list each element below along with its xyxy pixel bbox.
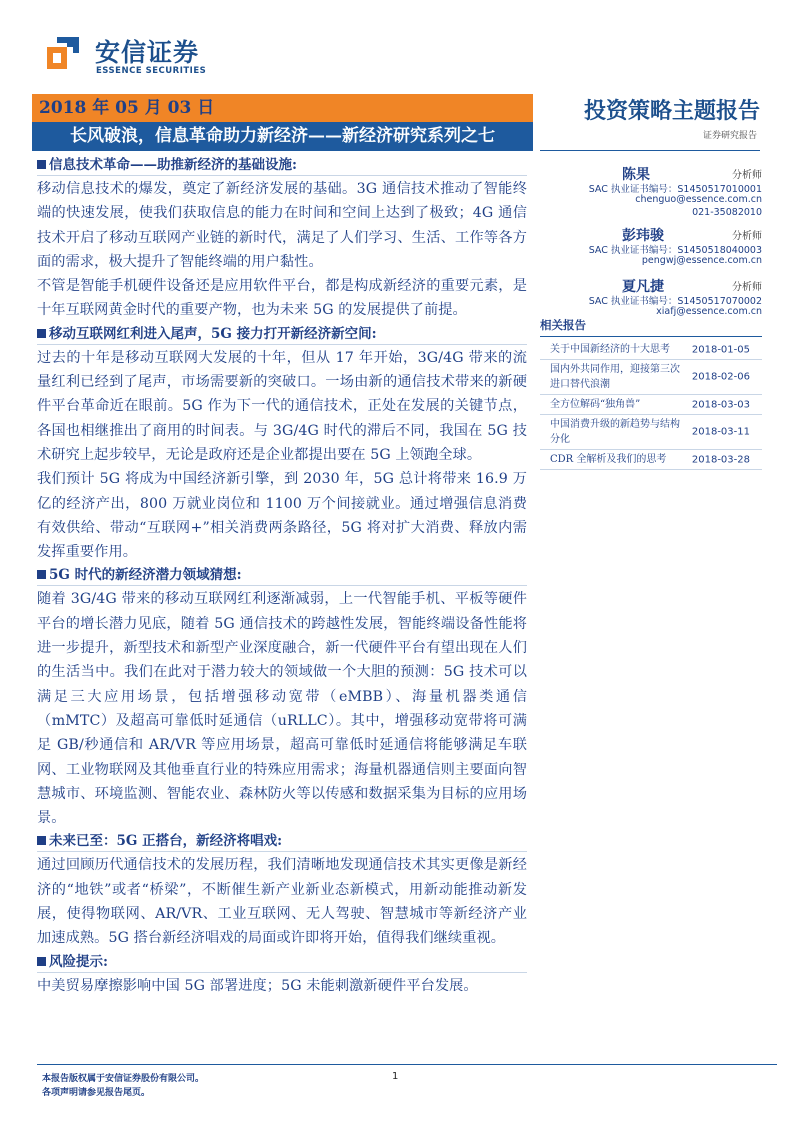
- section-heading: 移动互联网红利进入尾声，5G 接力打开新经济新空间:: [37, 323, 527, 345]
- list-item[interactable]: [540, 450, 762, 470]
- analyst-role: 分析师: [732, 282, 762, 293]
- main-content: [37, 154, 527, 998]
- analyst-name: 陈果: [622, 167, 650, 183]
- logo-chinese-name: 安信证券: [95, 38, 200, 67]
- list-item[interactable]: [540, 340, 762, 360]
- section-heading: 未来已至：5G 正搭台，新经济将唱戏:: [37, 830, 527, 852]
- related-report-title: 国内外共同作用，迎接第三次进口替代浪潮: [550, 364, 680, 390]
- bullet-square-icon: [37, 570, 46, 579]
- bullet-square-icon: [37, 836, 46, 845]
- paragraph: 通过回顾历代通信技术的发展历程，我们清晰地发现通信技术其实更像是新经济的“地铁”或者“桥梁”，不断催生新产业新业态新模式，用新动能推动新发展，使得物联网、AR/VR、工业互联网、无人驾驶、智慧城市等新经济产业加速成熟。5G 搭台新经济唱戏的局面或许即将开始，值得我们继续重视。: [37, 857, 527, 947]
- analyst-card: [540, 225, 762, 276]
- related-report-date: 2018-03-28: [691, 454, 750, 465]
- paragraph: 过去的十年是移动互联网大发展的十年，但从 17 年开始，3G/4G 带来的流量红利已经到了尾声，市场需要新的突破口。一场由新的通信技术带来的新硬件平台革命近在眼前。5G 作为下一代的通信技术，正处在发展的关键节点，各国也相继推出了商用的时间表。与 3G/4G 时代的滞后不同，我国在 5G 技术研究上起步较早，无论是政府还是企业都提出要在 5G 上领跑全球。: [37, 349, 527, 463]
- related-report-title: CDR 全解析及我们的思考: [550, 454, 667, 465]
- analyst-cert: SAC 执业证书编号：S1450517010001: [588, 184, 762, 195]
- analyst-role: 分析师: [732, 170, 762, 181]
- related-report-title: 全方位解码“独角兽”: [550, 399, 641, 410]
- related-report-title: 中国消费升级的新趋势与结构分化: [550, 419, 680, 445]
- analyst-email[interactable]: xiafj@essence.com.cn: [656, 306, 762, 317]
- report-title: 长风破浪，信息革命助力新经济——新经济研究系列之七: [32, 122, 533, 151]
- analyst-name: 彭玮骏: [622, 228, 664, 244]
- company-logo: [43, 31, 223, 79]
- page-number: 1: [392, 1071, 399, 1082]
- analyst-cert: SAC 执业证书编号：S1450518040003: [588, 245, 762, 256]
- footer-disclaimer: 各项声明请参见报告尾页。: [42, 1088, 151, 1098]
- analyst-phone: 021-35082010: [692, 207, 762, 218]
- related-report-date: 2018-03-03: [691, 399, 750, 410]
- report-type: 投资策略主题报告: [583, 98, 760, 124]
- related-report-date: 2018-01-05: [691, 344, 750, 355]
- paragraph: 我们预计 5G 将成为中国经济新引擎，到 2030 年，5G 总计将带来 16.9 万亿的经济产出，800 万就业岗位和 1100 万个间接就业。通过增强信息消费有效供给、带动“互联网+”相关消费两条路径，5G 将对扩大消费、释放内需发挥重要作用。: [37, 471, 527, 561]
- list-item[interactable]: [540, 360, 762, 395]
- analyst-role: 分析师: [732, 231, 762, 242]
- paragraph: 不管是智能手机硬件设备还是应用软件平台，都是构成新经济的重要元素，是十年互联网黄金时代的重要产物，也为未来 5G 的发展提供了前提。: [37, 278, 527, 319]
- list-item[interactable]: [540, 395, 762, 415]
- paragraph: 随着 3G/4G 带来的移动互联网红利逐渐减弱，上一代智能手机、平板等硬件平台的增长潜力见底，随着 5G 通信技术的跨越性发展，智能终端设备性能将进一步提升，新型技术和新型产业深度融合，新一代硬件平台有望出现在人们的生活当中。我们在此对于潜力较大的领域做一个大胆的预测：5G 技术可以满足三大应用场景，包括增强移动宽带（eMBB）、海量机器类通信（mMTC）及超高可靠低时延通信（uRLLC）。其中，增强移动宽带将可满足 GB/秒通信和 AR/VR 等应用场景，超高可靠低时延通信将能够满足车联网、工业物联网及其他垂直行业的特殊应用需求；海量机器通信则主要面向智慧城市、环境监测、智能农业、森林防火等以传感和数据采集为目标的应用场景。: [37, 591, 527, 827]
- paragraph: 中美贸易摩擦影响中国 5G 部署进度；5G 未能刺激新硬件平台发展。: [37, 977, 478, 994]
- bullet-square-icon: [37, 957, 46, 966]
- section-heading: 信息技术革命——助推新经济的基础设施:: [37, 154, 527, 176]
- analyst-cert: SAC 执业证书编号：S1450517070002: [588, 296, 762, 307]
- bullet-square-icon: [37, 160, 46, 169]
- footer-copyright: 本报告版权属于安信证券股份有限公司。: [42, 1074, 205, 1084]
- section-heading: 5G 时代的新经济潜力领域猜想:: [37, 564, 527, 586]
- analyst-email[interactable]: pengwj@essence.com.cn: [641, 255, 762, 266]
- related-reports-heading: 相关报告: [540, 317, 762, 337]
- analyst-email[interactable]: chenguo@essence.com.cn: [635, 194, 762, 205]
- title-banner: [32, 94, 533, 151]
- report-subtype: 证券研究报告: [702, 131, 757, 141]
- related-report-date: 2018-03-11: [691, 426, 750, 438]
- logo-english-name: ESSENCE SECURITIES: [96, 66, 207, 76]
- analyst-panel: [540, 164, 762, 327]
- report-date: 2018 年 05 月 03 日: [32, 94, 533, 122]
- related-report-title: 关于中国新经济的十大思考: [550, 344, 670, 355]
- related-report-date: 2018-02-06: [691, 371, 750, 383]
- header-divider: [540, 150, 760, 151]
- related-reports-list: [540, 340, 762, 470]
- list-item[interactable]: [540, 415, 762, 450]
- analyst-name: 夏凡捷: [622, 279, 664, 295]
- section-heading: 风险提示:: [37, 951, 527, 973]
- paragraph: 移动信息技术的爆发，奠定了新经济发展的基础。3G 通信技术推动了智能终端的快速发展，使我们获取信息的能力在时间和空间上达到了极致；4G 通信技术开启了移动互联网产业链的新时代，满足了人们学习、生活、工作等各方面的需求，极大提升了智能终端的用户黏性。: [37, 181, 527, 270]
- footer-divider: [37, 1064, 777, 1065]
- bullet-square-icon: [37, 329, 46, 338]
- essence-logo-icon: [43, 33, 83, 73]
- analyst-card: [540, 164, 762, 218]
